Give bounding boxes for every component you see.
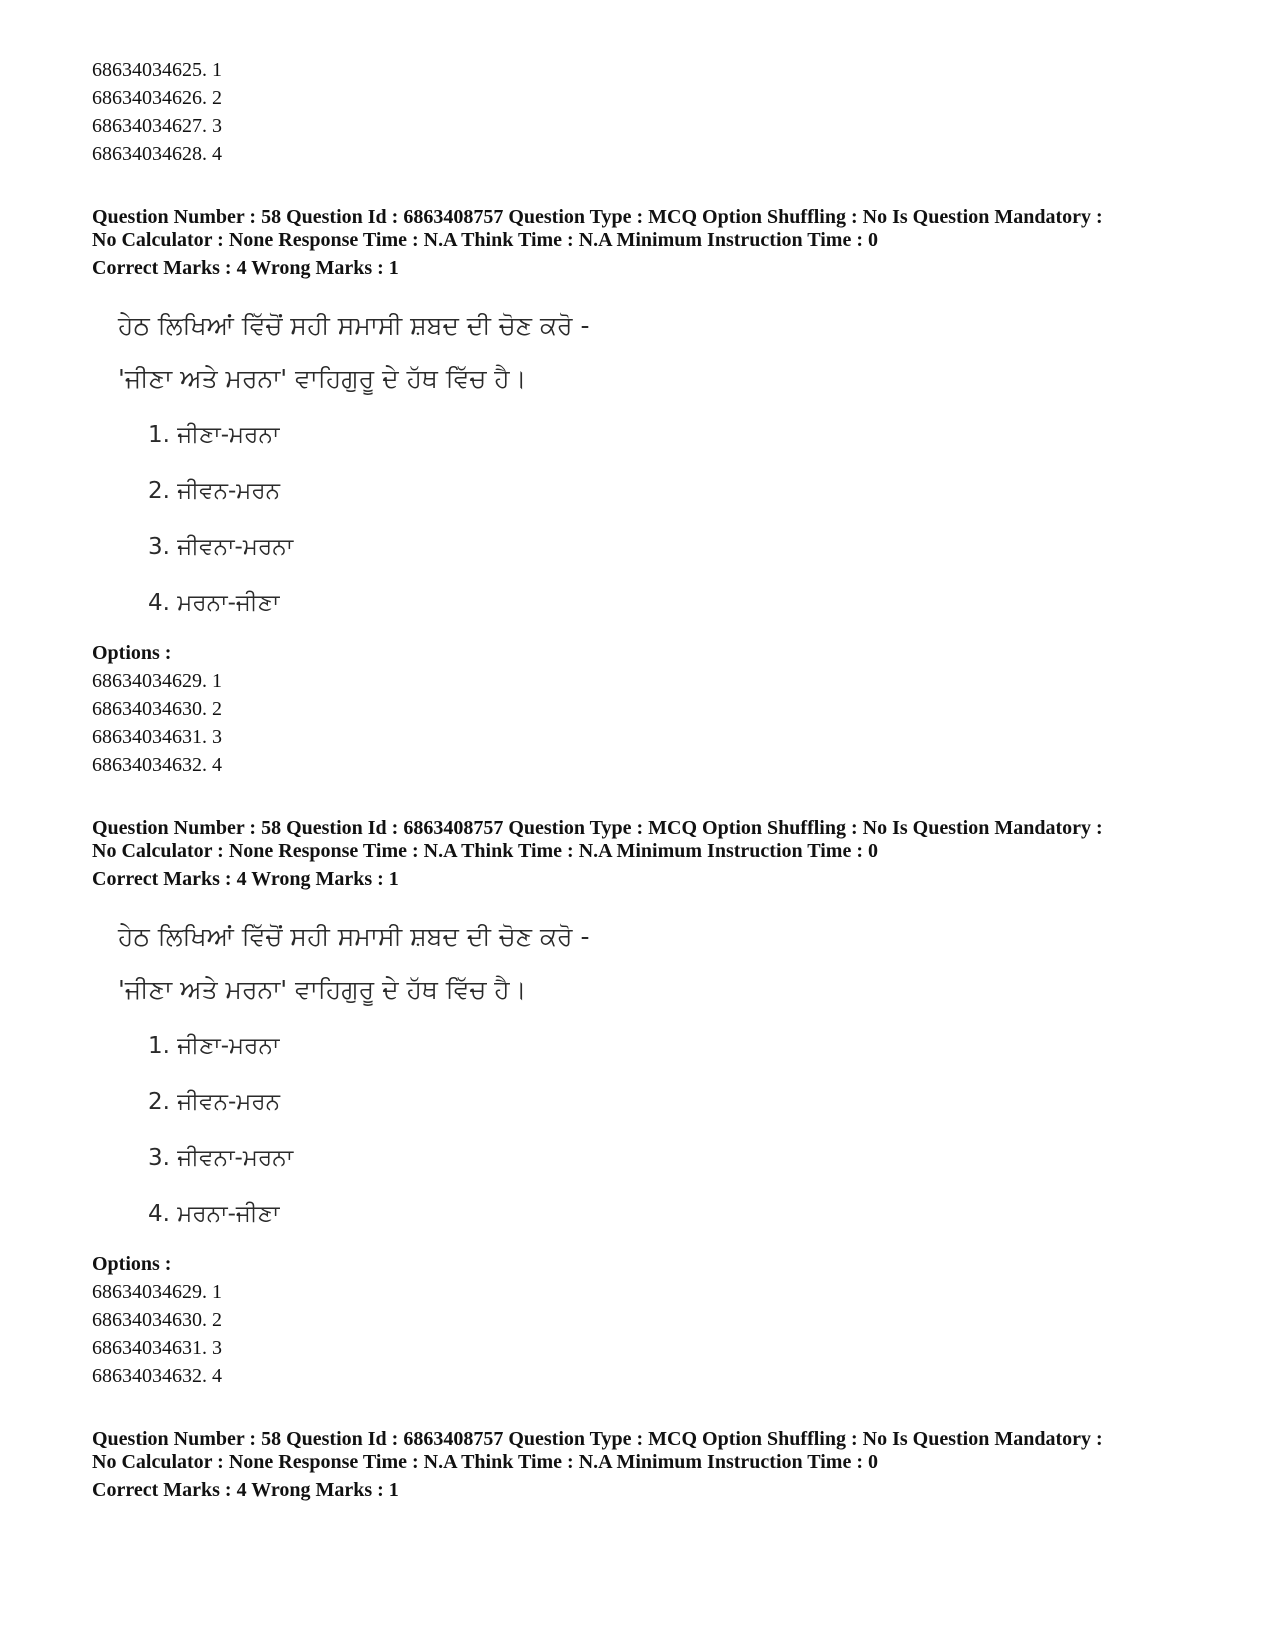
option-line: 68634034632. 4 xyxy=(92,754,222,776)
question-meta-line2: No Calculator : None Response Time : N.A Think Time : N.A Minimum Instruction Time : 0 xyxy=(92,229,878,251)
question-meta-line1: Question Number : 58 Question Id : 6863408757 Question Type : MCQ Option Shuffling : No Is Question Mandatory : xyxy=(92,1428,1103,1450)
answer-choice: 4. ਮਰਨਾ-ਜੀਣਾ xyxy=(148,1201,280,1227)
question-stem-line2: 'ਜੀਣਾ ਅਤੇ ਮਰਨਾ' ਵਾਹਿਗੁਰੂ ਦੇ ਹੱਥ ਵਿੱਚ ਹੈ। xyxy=(118,975,527,1004)
option-line: 68634034631. 3 xyxy=(92,1337,222,1359)
question-meta-line1: Question Number : 58 Question Id : 6863408757 Question Type : MCQ Option Shuffling : No Is Question Mandatory : xyxy=(92,206,1103,228)
question-meta-line2: No Calculator : None Response Time : N.A Think Time : N.A Minimum Instruction Time : 0 xyxy=(92,840,878,862)
answer-choice: 4. ਮਰਨਾ-ਜੀਣਾ xyxy=(148,590,280,616)
option-line: 68634034625. 1 xyxy=(92,59,222,81)
question-meta-line2: No Calculator : None Response Time : N.A Think Time : N.A Minimum Instruction Time : 0 xyxy=(92,1451,878,1473)
option-line: 68634034627. 3 xyxy=(92,115,222,137)
option-line: 68634034631. 3 xyxy=(92,726,222,748)
answer-choice: 3. ਜੀਵਨਾ-ਮਰਨਾ xyxy=(148,1145,294,1171)
question-marks: Correct Marks : 4 Wrong Marks : 1 xyxy=(92,1479,399,1501)
question-stem-line1: ਹੇਠ ਲਿਖਿਆਂ ਵਿੱਚੋਂ ਸਹੀ ਸਮਾਸੀ ਸ਼ਬਦ ਦੀ ਚੋਣ ਕਰੋ - xyxy=(118,311,590,340)
option-line: 68634034632. 4 xyxy=(92,1365,222,1387)
question-meta-line1: Question Number : 58 Question Id : 6863408757 Question Type : MCQ Option Shuffling : No Is Question Mandatory : xyxy=(92,817,1103,839)
option-line: 68634034630. 2 xyxy=(92,1309,222,1331)
option-line: 68634034628. 4 xyxy=(92,143,222,165)
option-line: 68634034629. 1 xyxy=(92,670,222,692)
question-marks: Correct Marks : 4 Wrong Marks : 1 xyxy=(92,868,399,890)
answer-choice: 1. ਜੀਣਾ-ਮਰਨਾ xyxy=(148,1033,280,1059)
answer-choice: 1. ਜੀਣਾ-ਮਰਨਾ xyxy=(148,422,280,448)
answer-choice: 2. ਜੀਵਨ-ਮਰਨ xyxy=(148,1089,281,1115)
question-stem-line1: ਹੇਠ ਲਿਖਿਆਂ ਵਿੱਚੋਂ ਸਹੀ ਸਮਾਸੀ ਸ਼ਬਦ ਦੀ ਚੋਣ ਕਰੋ - xyxy=(118,922,590,951)
option-line: 68634034629. 1 xyxy=(92,1281,222,1303)
question-stem-line2: 'ਜੀਣਾ ਅਤੇ ਮਰਨਾ' ਵਾਹਿਗੁਰੂ ਦੇ ਹੱਥ ਵਿੱਚ ਹੈ। xyxy=(118,364,527,393)
options-label: Options : xyxy=(92,642,172,664)
options-label: Options : xyxy=(92,1253,172,1275)
option-line: 68634034630. 2 xyxy=(92,698,222,720)
answer-choice: 2. ਜੀਵਨ-ਮਰਨ xyxy=(148,478,281,504)
question-marks: Correct Marks : 4 Wrong Marks : 1 xyxy=(92,257,399,279)
option-line: 68634034626. 2 xyxy=(92,87,222,109)
answer-choice: 3. ਜੀਵਨਾ-ਮਰਨਾ xyxy=(148,534,294,560)
